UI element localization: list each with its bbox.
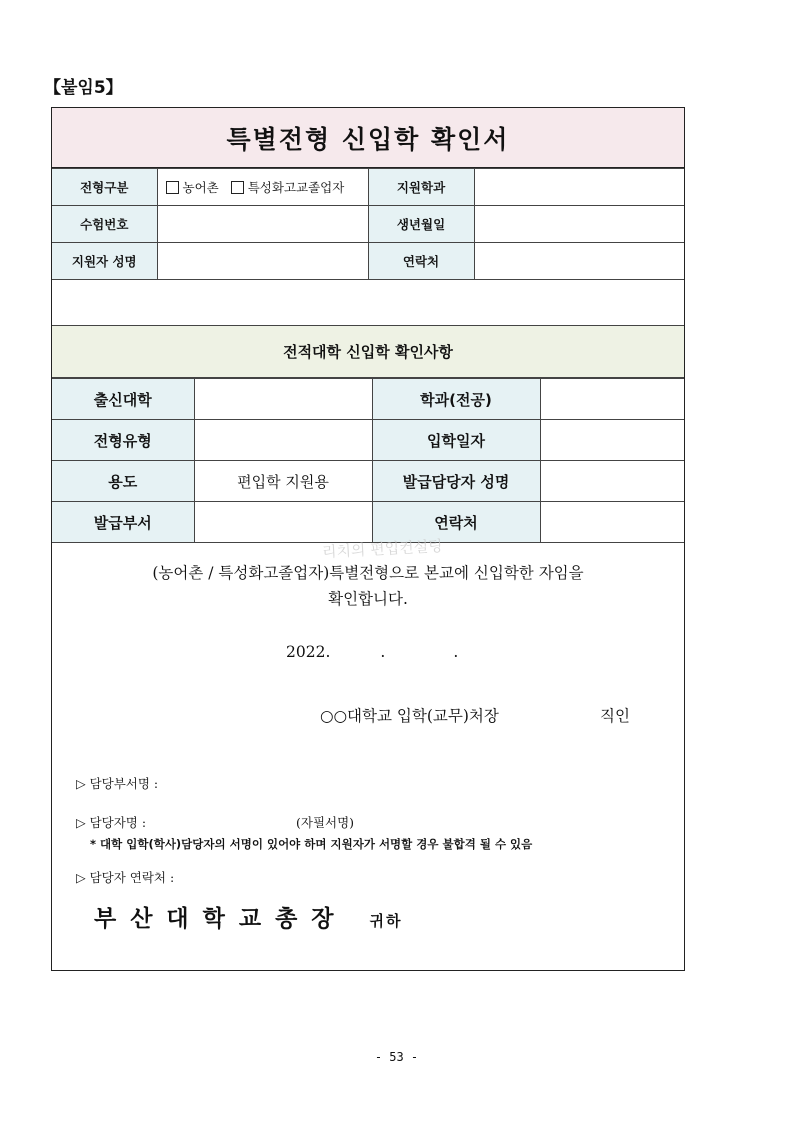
applicant-table <box>52 168 684 280</box>
date <box>286 643 458 661</box>
page-number: - 53 - <box>374 1050 419 1064</box>
blank-row <box>52 278 684 326</box>
vocational-option-label: 특성화고교졸업자 <box>247 180 345 195</box>
previous-school-table <box>52 378 684 543</box>
contact-label: 연락처 <box>368 243 474 280</box>
prev-contact-field[interactable] <box>540 502 684 543</box>
officer-label: 발급담당자 성명 <box>372 461 540 502</box>
date-dot-1: . <box>380 643 386 661</box>
rural-checkbox[interactable] <box>166 181 179 194</box>
type-label: 전형구분 <box>52 169 157 206</box>
prev-contact-label: 연락처 <box>372 502 540 543</box>
name-field[interactable] <box>157 243 368 280</box>
statement-line-1: (농어촌 / 특성화고졸업자)특별전형으로 본교에 신입학한 자임을 <box>152 564 584 582</box>
addressee-name: 부산대학교총장 <box>94 906 348 932</box>
signer: ○○대학교 입학(교무)처장 <box>320 707 499 725</box>
issuing-dept-field[interactable] <box>194 502 372 543</box>
exam-no-label: 수험번호 <box>52 206 157 243</box>
univ-field[interactable] <box>194 379 372 420</box>
admission-date-field[interactable] <box>540 420 684 461</box>
purpose-label: 용도 <box>52 461 194 502</box>
addressee-suffix: 귀하 <box>369 912 403 930</box>
statement <box>52 560 684 612</box>
birth-label: 생년월일 <box>368 206 474 243</box>
issuing-dept-label: 발급부서 <box>52 502 194 543</box>
officer-contact-line: ▷ 담당자 연락처 : <box>76 870 175 885</box>
admission-date-label: 입학일자 <box>372 420 540 461</box>
dept-field[interactable] <box>474 169 684 206</box>
officer-name-label: ▷ 담당자명 : <box>76 815 147 830</box>
statement-line-2: 확인합니다. <box>328 590 408 608</box>
seal-text: 직인 <box>600 707 630 725</box>
name-label: 지원자 성명 <box>52 243 157 280</box>
rural-option-label: 농어촌 <box>182 180 219 195</box>
dept-sign-line: ▷ 담당부서명 : <box>76 776 159 791</box>
addressee <box>94 900 403 933</box>
univ-label: 출신대학 <box>52 379 194 420</box>
vocational-checkbox[interactable] <box>231 181 244 194</box>
attachment-label: 【붙임5】 <box>44 78 123 98</box>
section-title: 전적대학 신입학 확인사항 <box>52 326 684 378</box>
exam-no-field[interactable] <box>157 206 368 243</box>
major-label: 학과(전공) <box>372 379 540 420</box>
warning-note: * 대학 입학(학사)담당자의 서명이 있어야 하며 지원자가 서명할 경우 불합격 될 수 있음 <box>90 837 533 851</box>
officer-field[interactable] <box>540 461 684 502</box>
contact-field[interactable] <box>474 243 684 280</box>
birth-field[interactable] <box>474 206 684 243</box>
admission-type-label: 전형유형 <box>52 420 194 461</box>
confirmation-form <box>51 107 685 971</box>
self-sign-label: (자필서명) <box>296 815 355 830</box>
form-title: 특별전형 신입학 확인서 <box>52 108 684 168</box>
admission-type-field[interactable] <box>194 420 372 461</box>
officer-name-line <box>76 813 355 831</box>
purpose-value: 편입학 지원용 <box>194 461 372 502</box>
dept-label: 지원학과 <box>368 169 474 206</box>
major-field[interactable] <box>540 379 684 420</box>
watermark: 리치의 편입컨설팅 <box>321 536 444 562</box>
date-dot-2: . <box>453 643 459 661</box>
date-year: 2022. <box>286 643 331 661</box>
type-options <box>157 169 368 206</box>
